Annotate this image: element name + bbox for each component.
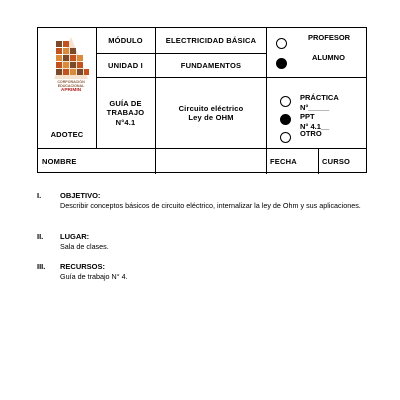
- tema-value: [156, 78, 266, 148]
- guia-line1: GUÍA DE: [109, 98, 142, 108]
- section-number: I.: [37, 191, 42, 200]
- tipo-otro-label: OTRO: [300, 129, 322, 138]
- section-title: RECURSOS:: [60, 262, 106, 271]
- section-text: Describir conceptos básicos de circuito eléctrico, internalizar la ley de Ohm y sus aplicaciones.: [60, 201, 361, 210]
- section-objetivo: [37, 191, 367, 227]
- org-name: ADOTEC: [50, 130, 84, 140]
- role-alumno-label: ALUMNO: [312, 53, 345, 62]
- fecha-label: FECHA: [270, 156, 297, 166]
- curso-label: CURSO: [322, 156, 351, 166]
- logo-icon: [50, 33, 92, 81]
- header-table: [37, 27, 367, 173]
- guia-label: [96, 78, 155, 148]
- unidad-label: UNIDAD I: [108, 60, 143, 70]
- modulo-label: MÓDULO: [108, 35, 143, 45]
- section-title: OBJETIVO:: [60, 191, 101, 200]
- modulo-value: ELECTRICIDAD BÁSICA: [165, 35, 257, 45]
- divider: [318, 148, 319, 174]
- tipo-ppt-label: PPT N° 4.1__: [300, 112, 330, 131]
- role-profesor-label: PROFESOR: [308, 33, 351, 42]
- divider: [38, 148, 367, 149]
- unidad-value: FUNDAMENTOS: [180, 60, 242, 70]
- section-number: II.: [37, 232, 44, 241]
- tipo-practica-label: PRÁCTICA N°_____: [300, 93, 339, 112]
- section-lugar: [37, 232, 367, 254]
- logo-brand: APRIMIN: [60, 88, 82, 94]
- logo-text-line2: EDUCACIONAL: [57, 84, 85, 89]
- logo-caption: [44, 80, 98, 94]
- section-recursos: [37, 262, 367, 284]
- radio-practica[interactable]: [280, 96, 291, 107]
- section-title: LUGAR:: [60, 232, 90, 241]
- guia-line3: N°4.1: [115, 117, 136, 127]
- tema-line1: Circuito eléctrico: [178, 103, 244, 113]
- section-text: Guía de trabajo N° 4.: [60, 272, 128, 281]
- radio-alumno[interactable]: [276, 58, 287, 69]
- tema-line2: Ley de OHM: [188, 113, 234, 122]
- divider: [266, 28, 267, 174]
- logo-text-line1: CORPORACIÓN: [57, 80, 85, 84]
- radio-profesor[interactable]: [276, 38, 287, 49]
- nombre-label: NOMBRE: [42, 156, 77, 166]
- section-number: III.: [37, 262, 46, 271]
- guia-line2: TRABAJO: [106, 108, 145, 118]
- radio-ppt[interactable]: [280, 114, 291, 125]
- radio-otro[interactable]: [280, 132, 291, 143]
- section-text: Sala de clases.: [60, 242, 109, 251]
